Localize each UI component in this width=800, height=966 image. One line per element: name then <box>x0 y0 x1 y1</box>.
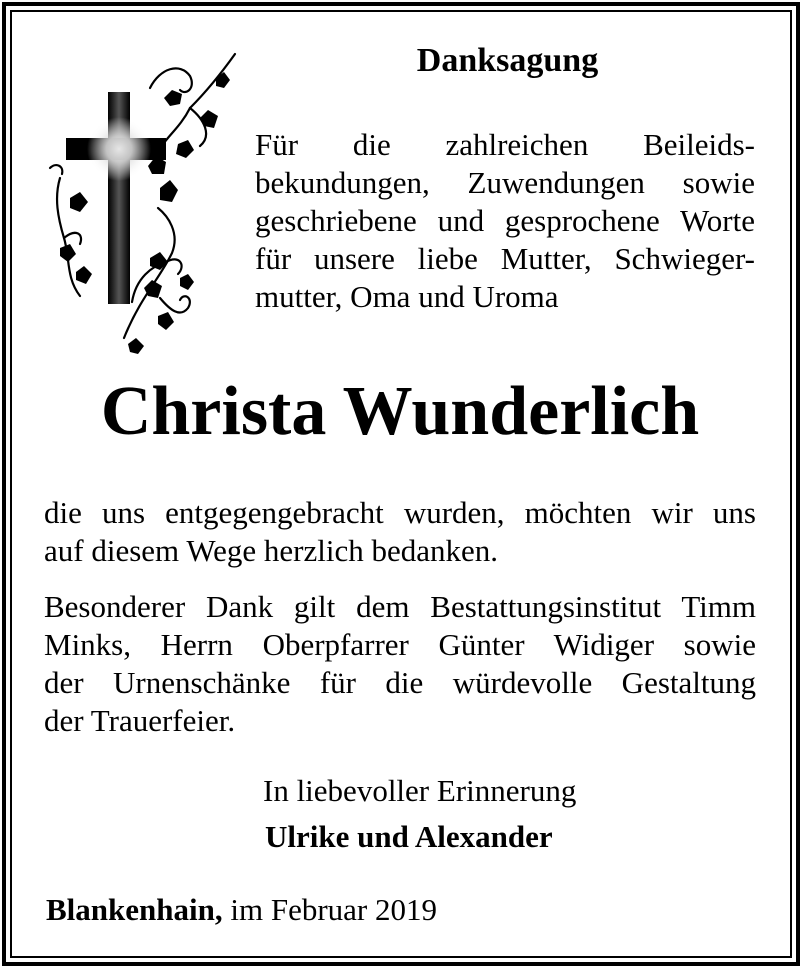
intro-line: für unsere liebe Mutter, Schwieger- <box>255 241 755 276</box>
place-name: Blankenhain, <box>46 892 223 927</box>
intro-line: Für die zahlreichen Beileids- <box>255 127 755 162</box>
paragraph-line: Besonderer Dank gilt dem Bestattungsinstitut Timm <box>44 589 756 624</box>
intro-line: bekundungen, Zuwendungen sowie <box>255 165 755 200</box>
place-date <box>46 891 437 929</box>
paragraph-line: die uns entgegengebracht wurden, möchten wir uns <box>44 495 756 530</box>
paragraph-line: der Urnenschänke für die würdevolle Gestaltung <box>44 665 756 700</box>
paragraph-line: der Trauerfeier. <box>44 703 236 738</box>
intro-line: geschriebene und gesprochene Worte <box>255 203 755 238</box>
thanks-paragraph-2 <box>44 588 756 740</box>
signers: Ulrike und Alexander <box>265 819 553 854</box>
thanks-paragraph-1 <box>44 494 756 570</box>
intro-line: mutter, Oma und Uroma <box>255 279 559 314</box>
closing-text: In liebevoller Erinnerung <box>263 773 577 808</box>
deceased-name: Christa Wunderlich <box>100 373 700 450</box>
paragraph-line: Minks, Herrn Oberpfarrer Günter Widiger sowie <box>44 627 756 662</box>
cross-with-ivy-icon <box>40 48 250 368</box>
heading-danksagung: Danksagung <box>416 42 599 79</box>
intro-text <box>255 126 755 316</box>
date-text: im Februar 2019 <box>222 892 438 927</box>
paragraph-line: auf diesem Wege herzlich bedanken. <box>44 533 498 568</box>
